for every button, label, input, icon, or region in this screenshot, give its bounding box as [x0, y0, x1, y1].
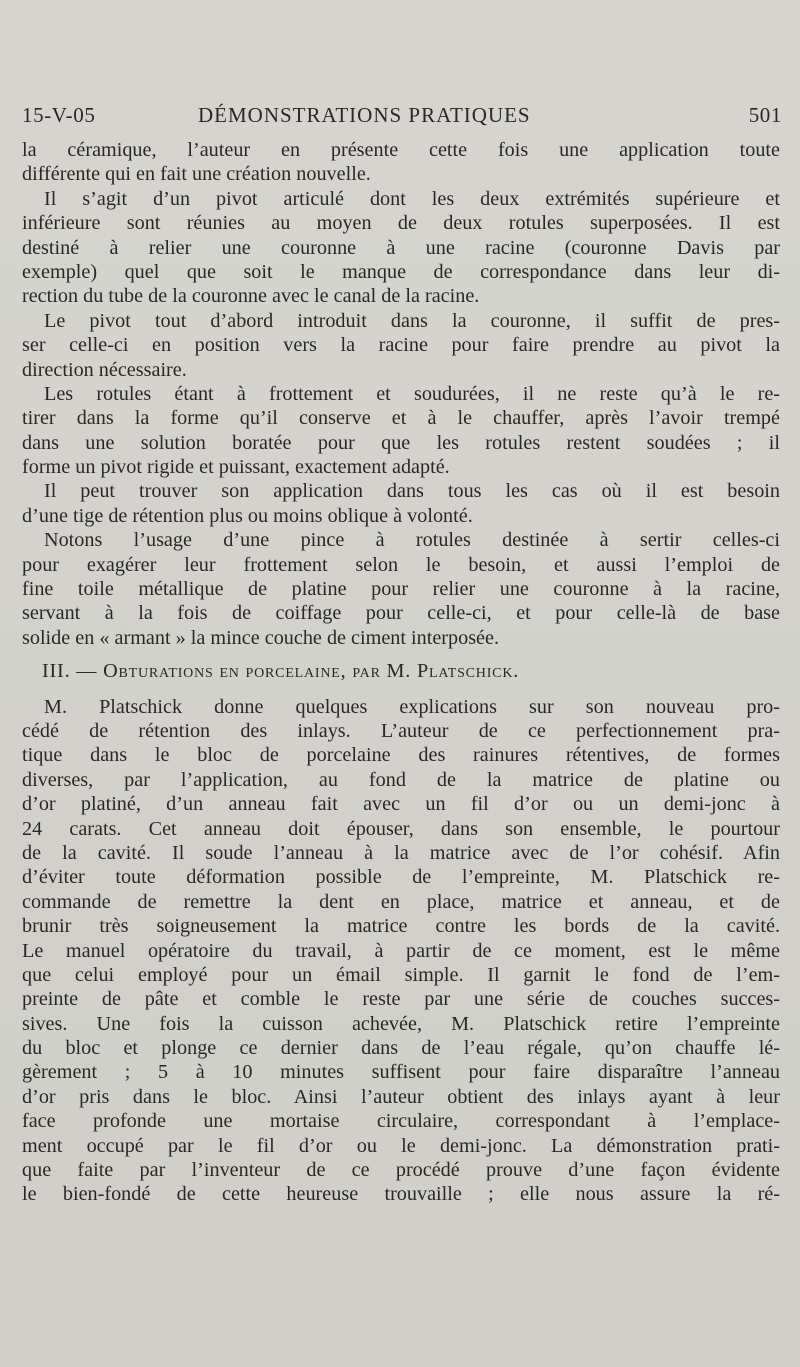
text-line: que celui employé pour un émail simple. Il garnit le fond de l’em-	[22, 963, 780, 986]
text-line: différente qui en fait une création nouvelle.	[22, 163, 371, 186]
text-line: du bloc et plonge ce dernier dans de l’eau régale, qu’on chauffe lé-	[22, 1037, 780, 1060]
text-line: que faite par l’inventeur de ce procédé prouve d’une façon évidente	[22, 1159, 780, 1182]
text-line: M. Platschick donne quelques explications sur son nouveau pro-	[44, 695, 780, 718]
text-line: Notons l’usage d’une pince à rotules destinée à sertir celles-ci	[44, 529, 780, 552]
text-line: pour exagérer leur frottement selon le besoin, et aussi l’emploi de	[22, 553, 780, 576]
text-line: 24 carats. Cet anneau doit épouser, dans son ensemble, le pourtour	[22, 817, 780, 840]
text-line: destiné à relier une couronne à une racine (couronne Davis par	[22, 236, 780, 259]
paragraph	[22, 187, 780, 309]
text-line: dans une solution boratée pour que les rotules restent soudées ; il	[22, 431, 780, 454]
text-line: de la cavité. Il soude l’anneau à la matrice avec de l’or cohésif. Afin	[22, 841, 780, 864]
text-line: brunir très soigneusement la matrice contre les bords de la cavité.	[22, 915, 780, 938]
text-line: Le pivot tout d’abord introduit dans la couronne, il suffit de pres-	[44, 309, 780, 332]
text-line: ser celle-ci en position vers la racine pour faire prendre au pivot la	[22, 334, 780, 357]
text-line: la céramique, l’auteur en présente cette fois une application toute	[22, 139, 780, 161]
text-line: direction nécessaire.	[22, 358, 187, 381]
text-line: diverses, par l’application, au fond de la matrice de platine ou	[22, 768, 780, 791]
paragraph	[22, 138, 780, 187]
text-line: face profonde une mortaise circulaire, correspondant à l’emplace-	[22, 1110, 780, 1133]
paragraph	[22, 382, 780, 480]
text-line: d’une tige de rétention plus ou moins oblique à volonté.	[22, 504, 473, 527]
text-line: preinte de pâte et comble le reste par une série de couches succes-	[22, 988, 780, 1011]
running-header	[22, 103, 782, 133]
text-line: d’éviter toute déformation possible de l’empreinte, M. Platschick re-	[22, 866, 780, 889]
paragraph	[22, 528, 780, 650]
text-line: tirer dans la forme qu’il conserve et à le chauffer, après l’avoir trempé	[22, 407, 780, 430]
text-line: inférieure sont réunies au moyen de deux rotules superposées. Il est	[22, 212, 780, 235]
header-title: DÉMONSTRATIONS PRATIQUES	[198, 103, 531, 127]
text-line: forme un pivot rigide et puissant, exactement adapté.	[22, 456, 450, 479]
text-line: d’or platiné, d’un anneau fait avec un fil d’or ou un demi-jonc à	[22, 793, 780, 816]
text-line: solide en « armant » la mince couche de ciment interposée.	[22, 626, 500, 649]
paragraph	[22, 479, 780, 528]
text-line: le bien-fondé de cette heureuse trouvaille ; elle nous assure la ré-	[22, 1183, 780, 1206]
page-number: 501	[748, 103, 782, 127]
paragraph	[22, 695, 780, 1207]
text-line: Il peut trouver son application dans tous les cas où il est besoin	[44, 480, 780, 503]
text-line: servant à la fois de coiffage pour celle-ci, et pour celle-là de base	[22, 602, 780, 625]
text-line: ment occupé par le fil d’or ou le demi-jonc. La démonstration prati-	[22, 1134, 780, 1157]
section-heading: III. — Obturations en porcelaine, par M. Platschick.	[42, 660, 520, 683]
paragraph	[22, 309, 780, 382]
text-line: exemple) quel que soit le manque de correspondance dans leur di-	[22, 260, 780, 283]
text-line: gèrement ; 5 à 10 minutes suffisent pour faire disparaître l’anneau	[22, 1061, 780, 1084]
text-line: d’or pris dans le bloc. Ainsi l’auteur obtient des inlays ayant à leur	[22, 1085, 780, 1108]
header-date: 15-V-05	[22, 103, 96, 127]
text-line: Les rotules étant à frottement et soudurées, il ne reste qu’à le re-	[44, 382, 780, 405]
text-line: cédé de rétention des inlays. L’auteur de ce perfectionnement pra-	[22, 719, 780, 742]
text-line: Le manuel opératoire du travail, à partir de ce moment, est le même	[22, 939, 780, 962]
text-line: commande de remettre la dent en place, matrice et anneau, et de	[22, 890, 780, 913]
body-text	[22, 138, 780, 1207]
text-line: fine toile métallique de platine pour relier une couronne à la racine,	[22, 578, 780, 601]
text-line: sives. Une fois la cuisson achevée, M. Platschick retire l’empreinte	[22, 1012, 780, 1035]
text-line: rection du tube de la couronne avec le canal de la racine.	[22, 285, 480, 308]
text-line: Il s’agit d’un pivot articulé dont les deux extrémités supérieure et	[44, 187, 780, 210]
text-line: tique dans le bloc de porcelaine des rainures rétentives, de formes	[22, 744, 780, 767]
